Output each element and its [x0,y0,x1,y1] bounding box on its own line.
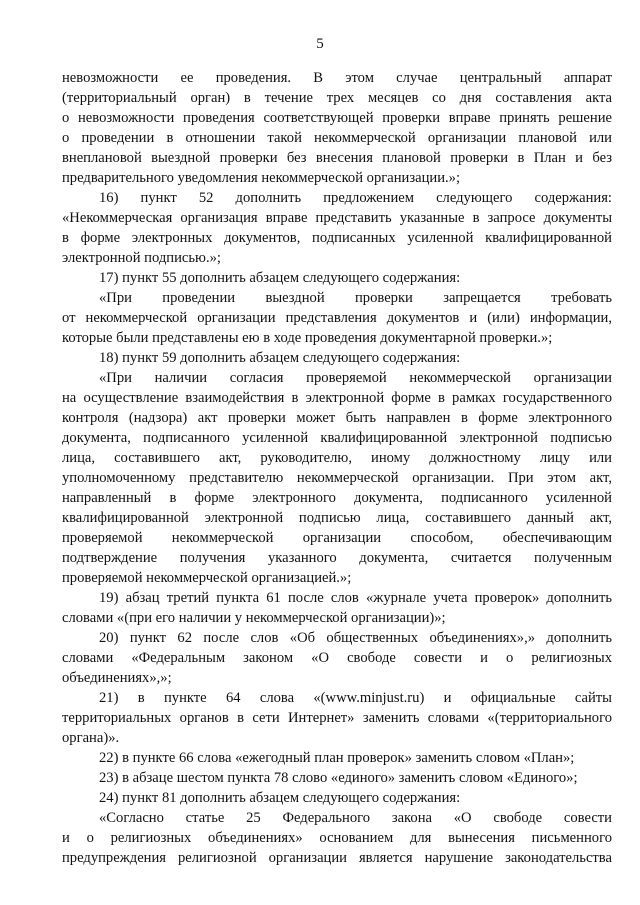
text-line: внеплановой выездной проверки без внесения плановой проверки в План и без [62,150,612,166]
paragraph [62,788,612,808]
paragraph [62,748,612,768]
text-line: «При наличии согласия проверяемой некоммерческой организации [99,370,612,386]
paragraph [62,348,612,368]
text-line: 18) пункт 59 дополнить абзацем следующего содержания: [99,350,461,366]
text-line: проверяемой некоммерческой организации способом, обеспечивающим [62,530,612,546]
paragraph [62,688,612,748]
text-line: словами «Федеральным законом «О свободе совести и о религиозных [62,650,612,666]
text-line: объединениях»,»; [62,670,172,686]
text-line: о проведении в отношении такой некоммерческой организации плановой или [62,130,612,146]
text-line: 17) пункт 55 дополнить абзацем следующего содержания: [99,270,461,286]
text-line: на осуществление взаимодействия в электронной форме в рамках государственного [62,390,612,406]
text-line: уполномоченному представителю некоммерческой организации. При этом акт, [62,470,612,486]
text-line: 19) абзац третий пункта 61 после слов «журнале учета проверок» дополнить [99,590,612,606]
text-line: словами «(при его наличии у некоммерческой организации)»; [62,610,446,626]
text-line: 21) в пункте 64 слова «(www.minjust.ru) и официальные сайты [99,690,612,706]
text-line: «Согласно статье 25 Федерального закона «О свободе совести [99,810,612,826]
text-line: 23) в абзаце шестом пункта 78 слово «единого» заменить словом «Единого»; [99,770,578,786]
text-line: 24) пункт 81 дополнить абзацем следующего содержания: [99,790,461,806]
text-line: контроля (надзора) акт проверки может быть направлен в форме электронного [62,410,612,426]
text-line: органа)». [62,730,120,746]
paragraph [62,628,612,688]
paragraph [62,68,612,188]
paragraph [62,368,612,588]
text-line: направленный в форме электронного документа, подписанного усиленной [62,490,612,506]
text-line: от некоммерческой организации представления документов и (или) информации, [62,310,612,326]
text-line: 22) в пункте 66 слова «ежегодный план проверок» заменить словом «План»; [99,750,575,766]
paragraph [62,268,612,288]
text-line: и о религиозных объединениях» основанием для вынесения письменного [62,830,612,846]
text-line: документа, подписанного усиленной квалифицированной электронной подписью [62,430,612,446]
text-line: 20) пункт 62 после слов «Об общественных объединениях»,» дополнить [99,630,612,646]
text-line: лица, составившего акт, руководителю, иному должностному лицу или [62,450,612,466]
text-line: невозможности ее проведения. В этом случае центральный аппарат [62,70,612,86]
text-line: предварительного уведомления некоммерческой организации.»; [62,170,461,186]
text-line: «Некоммерческая организация вправе представить указанные в запросе документы [62,210,612,226]
paragraph [62,808,612,868]
paragraph [62,188,612,268]
text-line: в форме электронных документов, подписанных усиленной квалифицированной [62,230,612,246]
text-line: (территориальный орган) в течение трех месяцев со дня составления акта [62,90,612,106]
paragraph [62,588,612,628]
text-line: проверяемой некоммерческой организацией.»; [62,570,352,586]
document-body [62,68,612,868]
text-line: территориальных органов в сети Интернет» заменить словами «(территориального [62,710,612,726]
text-line: электронной подписью.»; [62,250,221,266]
text-line: которые были представлены ею в ходе проведения документарной проверки.»; [62,330,553,346]
text-line: предупреждения религиозной организации является нарушение законодательства [62,850,612,866]
text-line: о невозможности проведения соответствующей проверки вправе принять решение [62,110,612,126]
text-line: 16) пункт 52 дополнить предложением следующего содержания: [99,190,612,206]
text-line: «При проведении выездной проверки запрещается требовать [99,290,612,306]
paragraph [62,768,612,788]
text-line: квалифицированной электронной подписью лица, составившего данный акт, [62,510,612,526]
page-number: 5 [316,36,324,52]
text-line: подтверждение получения указанного документа, считается полученным [62,550,612,566]
paragraph [62,288,612,348]
